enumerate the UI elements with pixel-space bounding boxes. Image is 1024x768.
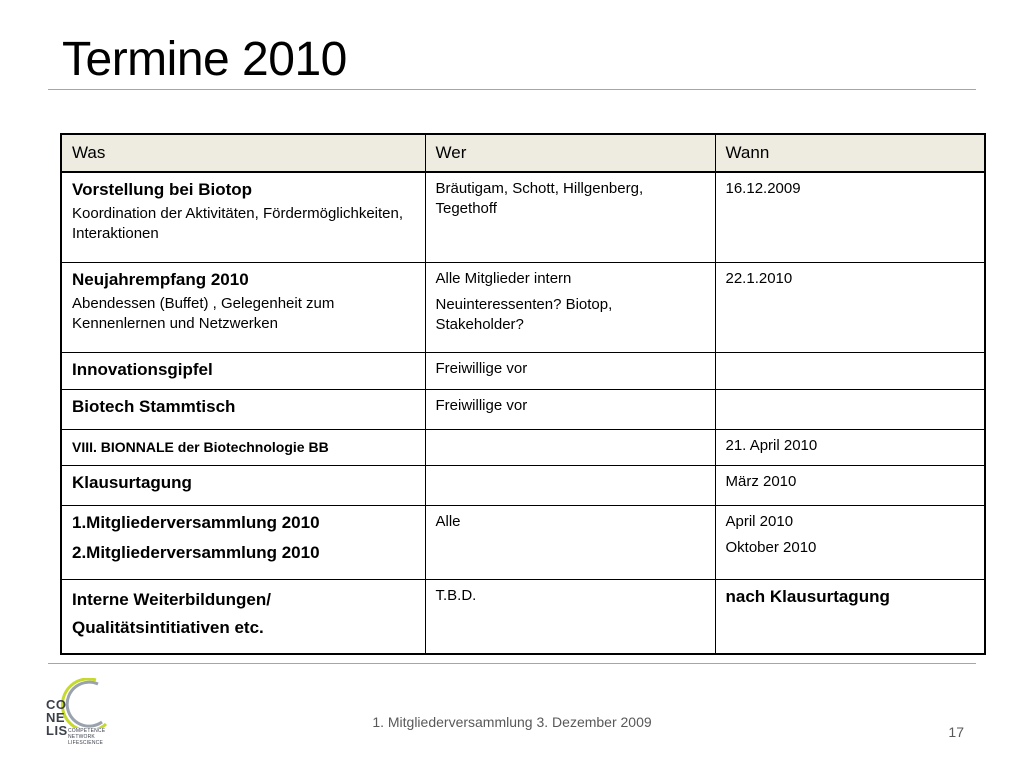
column-header-wann: Wann [715, 134, 985, 172]
cell-wann [715, 465, 985, 505]
date: 22.1.2010 [725, 269, 793, 287]
table-row [61, 172, 985, 262]
event-title: Vorstellung bei Biotop [72, 180, 253, 199]
event-title-secondary: 2.Mitgliederversammlung 2010 [72, 542, 320, 562]
cell-was [61, 262, 425, 352]
cell-wann [715, 262, 985, 352]
cell-wer [425, 429, 715, 465]
cell-wann [715, 505, 985, 579]
date: nach Klausurtagung [725, 586, 890, 606]
cell-was [61, 389, 425, 429]
logo-letters: CO NE LIS [46, 697, 68, 738]
schedule-table [60, 133, 986, 655]
logo-tagline: COMPETENCE NETWORK LIFESCIENCE [68, 728, 106, 746]
table-row [61, 262, 985, 352]
cell-wer [425, 465, 715, 505]
cell-was [61, 352, 425, 389]
table-row [61, 579, 985, 654]
participants: Alle [435, 512, 461, 530]
cell-wer [425, 172, 715, 262]
cell-wann [715, 352, 985, 389]
cell-was [61, 579, 425, 654]
event-title: 1.Mitgliederversammlung 2010 [72, 512, 320, 532]
column-header-was: Was [61, 134, 425, 172]
footer-divider [48, 663, 976, 664]
table-row [61, 429, 985, 465]
footer-text: 1. Mitgliederversammlung 3. Dezember 2009 [372, 714, 652, 730]
conelis-logo [46, 678, 116, 752]
participants: Bräutigam, Schott, Hillgenberg, Tegethoff [435, 180, 644, 217]
slide-title: Termine 2010 [62, 33, 347, 86]
date: 21. April 2010 [725, 436, 818, 454]
event-title: Klausurtagung [72, 472, 192, 492]
event-description: Abendessen (Buffet) , Gelegenheit zum Kennenlernen und Netzwerken [72, 294, 335, 332]
table-row [61, 505, 985, 579]
cell-wer [425, 505, 715, 579]
cell-wann [715, 389, 985, 429]
event-title: Innovationsgipfel [72, 359, 213, 379]
cell-wann [715, 172, 985, 262]
date: April 2010 [725, 512, 794, 530]
cell-wer [425, 579, 715, 654]
page-number: 17 [948, 724, 964, 740]
participants: Freiwillige vor [435, 396, 528, 414]
cell-wann [715, 579, 985, 654]
cell-wer [425, 262, 715, 352]
event-title: Neujahrempfang 2010 [72, 269, 249, 289]
table-row [61, 352, 985, 389]
participants: Freiwillige vor [435, 359, 528, 377]
event-title: Biotech Stammtisch [72, 396, 236, 416]
cell-was [61, 172, 425, 262]
cell-wann [715, 429, 985, 465]
table-row [61, 465, 985, 505]
cell-was [61, 505, 425, 579]
title-divider [48, 89, 976, 90]
cell-wer [425, 389, 715, 429]
cell-was [61, 429, 425, 465]
table-header-row [61, 134, 985, 172]
participants-secondary: Neuinteressenten? Biotop, Stakeholder? [435, 295, 613, 333]
event-description: Koordination der Aktivitäten, Fördermöglichkeiten, Interaktionen [72, 205, 404, 242]
cell-wer [425, 352, 715, 389]
participants: T.B.D. [435, 586, 477, 604]
date: 16.12.2009 [725, 180, 801, 197]
cell-was [61, 465, 425, 505]
event-title: VIII. BIONNALE der Biotechnologie BB [72, 438, 329, 455]
table-row [61, 389, 985, 429]
date: März 2010 [725, 472, 797, 490]
column-header-wer: Wer [425, 134, 715, 172]
participants: Alle Mitglieder intern [435, 269, 572, 287]
event-title: Interne Weiterbildungen/ Qualitätsintitiativen etc. [72, 589, 271, 637]
date-secondary: Oktober 2010 [725, 538, 817, 556]
